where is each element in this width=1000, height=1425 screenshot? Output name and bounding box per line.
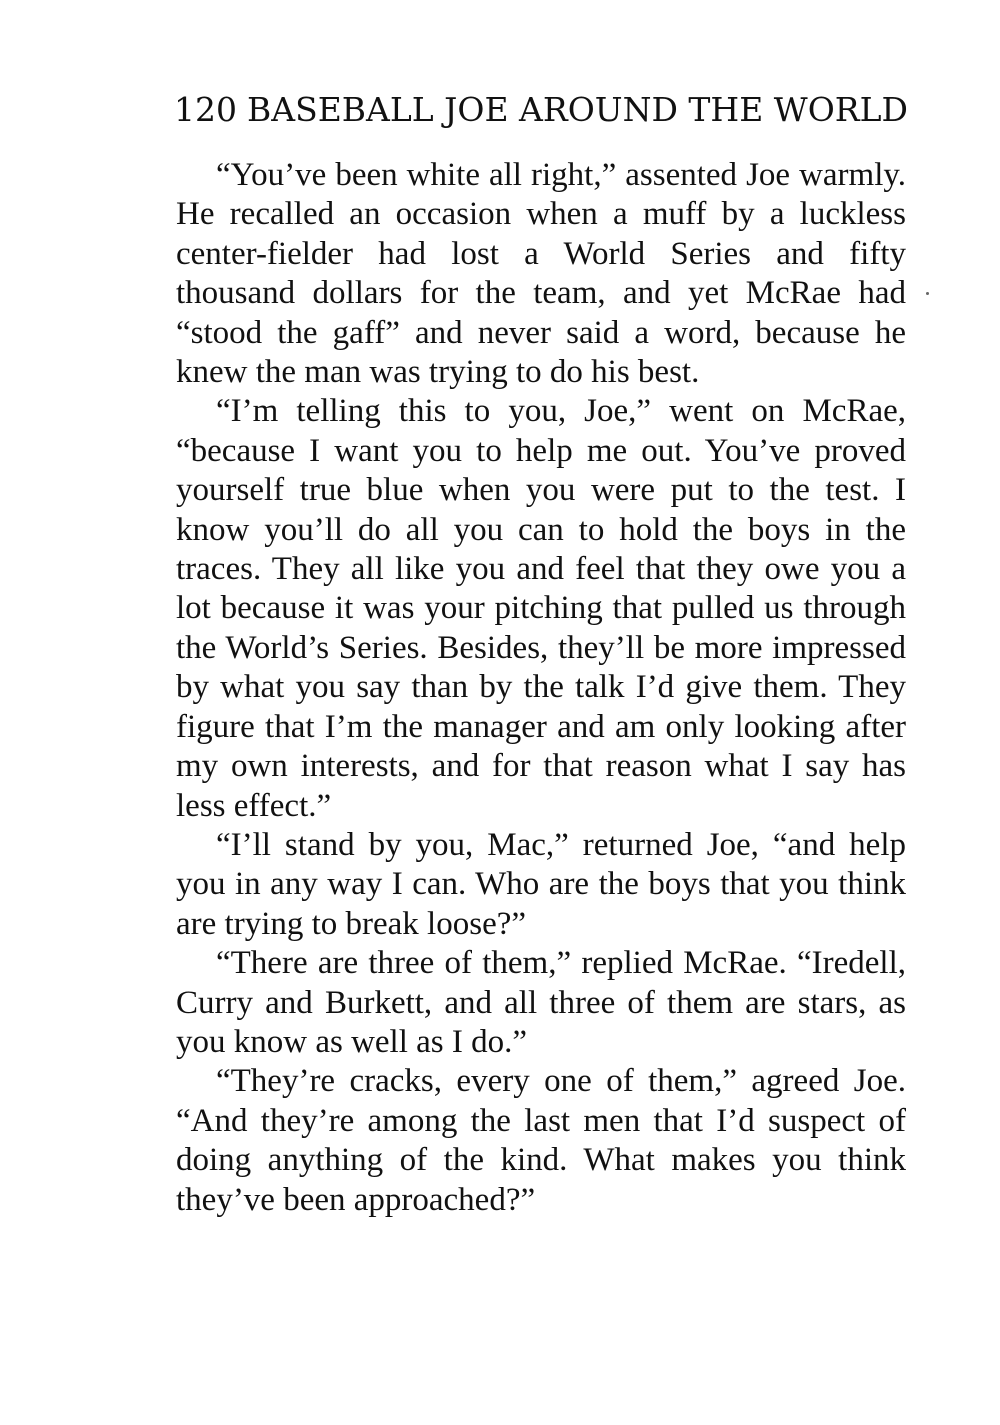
running-head bbox=[174, 88, 908, 132]
paragraph: “I’m telling this to you, Joe,” went on McRae, “because I want you to help me out. You’ve proved yourself true blue when you were put to the test. I know you’ll do all you can to hold the boys in the traces. They all like you and feel that they owe you a lot because it was your pitching that pulled us through the World’s Series. Besides, they’ll be more impressed by what you say than by the talk I’d give them. They figure that I’m the manager and am only looking after my own interests, and for that reason what I say has less effect.” bbox=[176, 393, 906, 824]
paragraph: “There are three of them,” replied McRae. “Iredell, Curry and Burkett, and all three of them are stars, as you know as well as I do.” bbox=[176, 945, 906, 1060]
body-text bbox=[176, 156, 906, 1220]
page-number: 120 bbox=[174, 90, 237, 129]
book-title: BASEBALL JOE AROUND THE WORLD bbox=[247, 90, 908, 129]
paragraph: “They’re cracks, every one of them,” agreed Joe. “And they’re among the last men that I’d suspect of doing anything of the kind. What makes you think they’ve been approached?” bbox=[176, 1063, 906, 1218]
paragraph: “You’ve been white all right,” assented Joe warmly. He recalled an occasion when a muff by a luckless center-fielder had lost a World Series and fifty thousand dollars for the team, and yet McRae had “stood the gaff” and never said a word, because he knew the man was trying to do his best. bbox=[176, 157, 906, 391]
paragraph: “I’ll stand by you, Mac,” returned Joe, “and help you in any way I can. Who are the boys that you think are trying to break loose?” bbox=[176, 826, 906, 942]
scan-speck bbox=[926, 292, 929, 295]
